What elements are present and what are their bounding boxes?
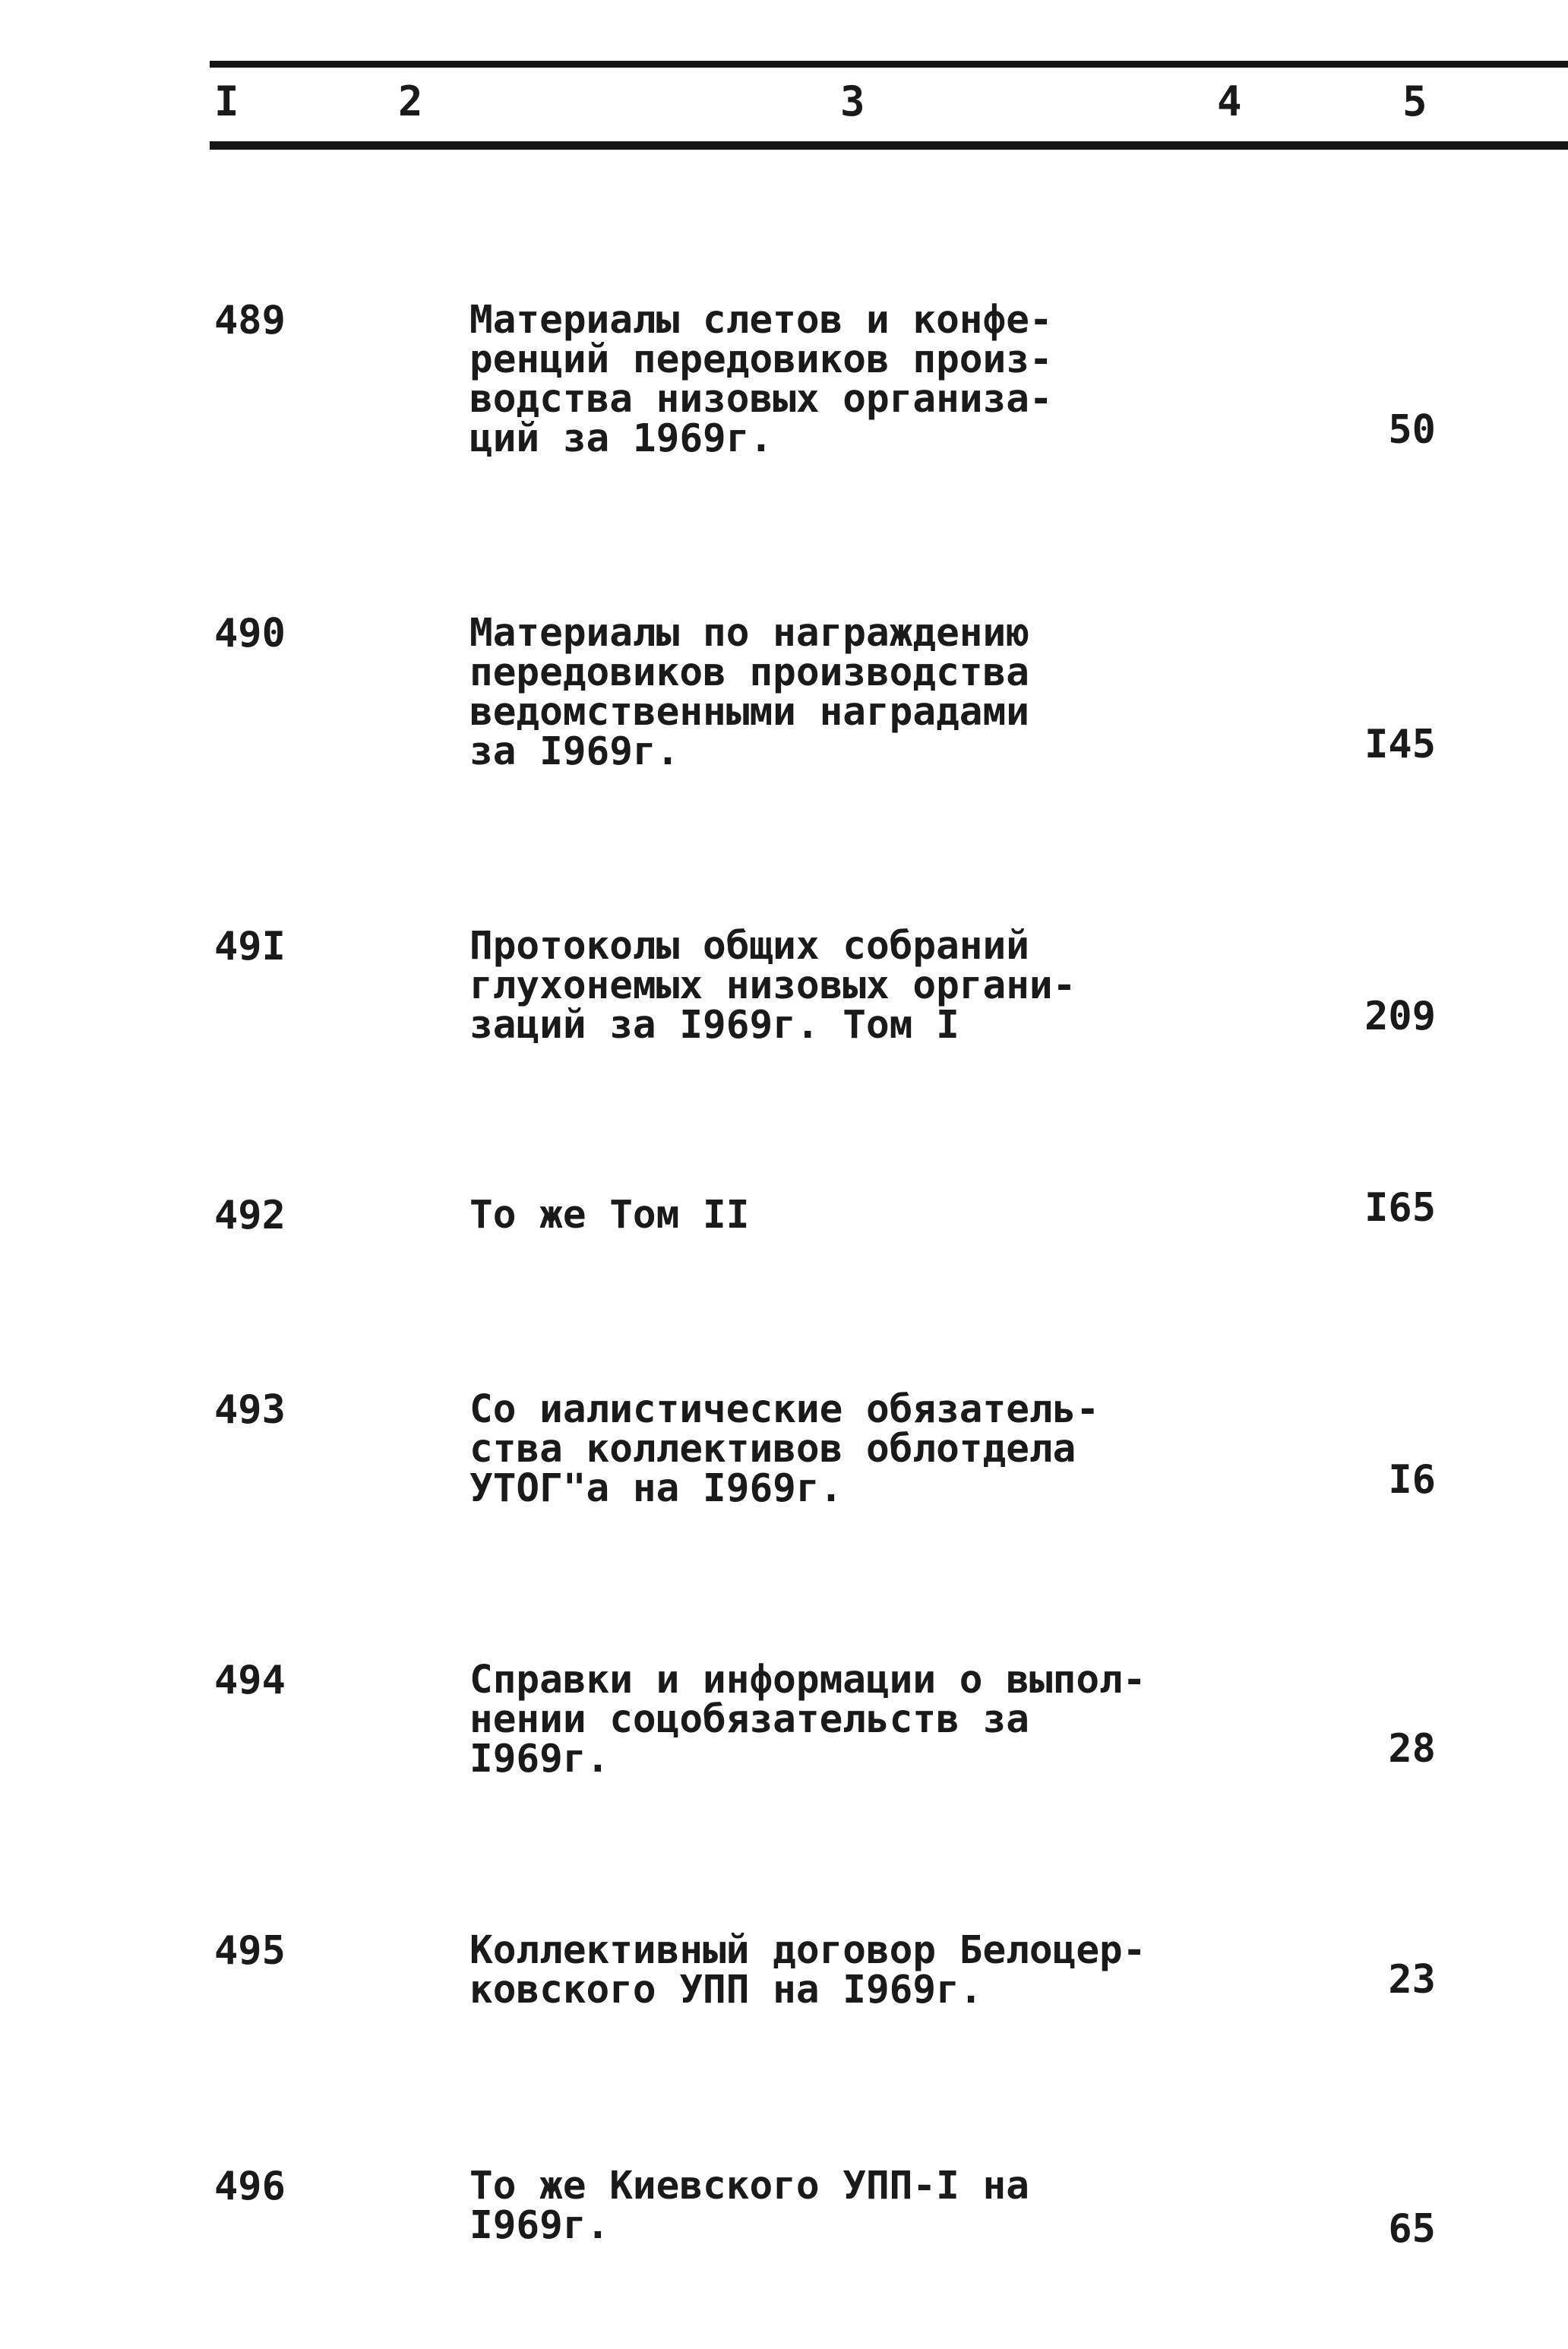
sheet-count: 28 <box>1388 1726 1436 1772</box>
column-header-5: 5 <box>1402 77 1427 125</box>
case-description: Материалы слетов и конфе- ренций передовиков произ- водства низовых организа- ций за 1969г. <box>469 298 1053 461</box>
header-top-rule <box>210 61 1568 68</box>
sheet-count: I45 <box>1364 722 1436 767</box>
column-header-3: 3 <box>840 77 865 125</box>
sheet-count: I6 <box>1388 1457 1436 1503</box>
case-description: То же Том II <box>469 1193 750 1238</box>
case-description: То же Киевского УПП-I на I969г. <box>469 2164 1029 2248</box>
case-number: 494 <box>214 1658 286 1703</box>
header-bottom-rule <box>210 141 1568 150</box>
case-number: 495 <box>214 1928 286 1974</box>
sheet-count: I65 <box>1364 1185 1436 1231</box>
column-header-2: 2 <box>398 77 423 125</box>
case-description: Справки и информации о выпол- нении соцобязательств за I969г. <box>469 1658 1146 1782</box>
case-description: Со иалистические обязатель- ства коллективов облотдела УТОГ"а на I969г. <box>469 1387 1100 1511</box>
case-description: Протоколы общих собраний глухонемых низовых органи- заций за I969г. Том I <box>469 924 1076 1048</box>
sheet-count: 65 <box>1388 2206 1436 2252</box>
sheet-count: 50 <box>1388 407 1436 453</box>
case-number: 49I <box>214 924 286 969</box>
case-description: Материалы по награждению передовиков производства ведомственными наградами за I969г. <box>469 611 1029 774</box>
case-description: Коллективный договор Белоцер- ковского УПП на I969г. <box>469 1928 1146 2012</box>
column-header-1: I <box>214 77 239 125</box>
case-number: 493 <box>214 1387 286 1433</box>
case-number: 490 <box>214 611 286 656</box>
sheet-count: 209 <box>1364 994 1436 1039</box>
column-header-4: 4 <box>1217 77 1242 125</box>
case-number: 489 <box>214 298 286 343</box>
case-number: 496 <box>214 2164 286 2209</box>
case-number: 492 <box>214 1193 286 1238</box>
sheet-count: 23 <box>1388 1957 1436 2003</box>
